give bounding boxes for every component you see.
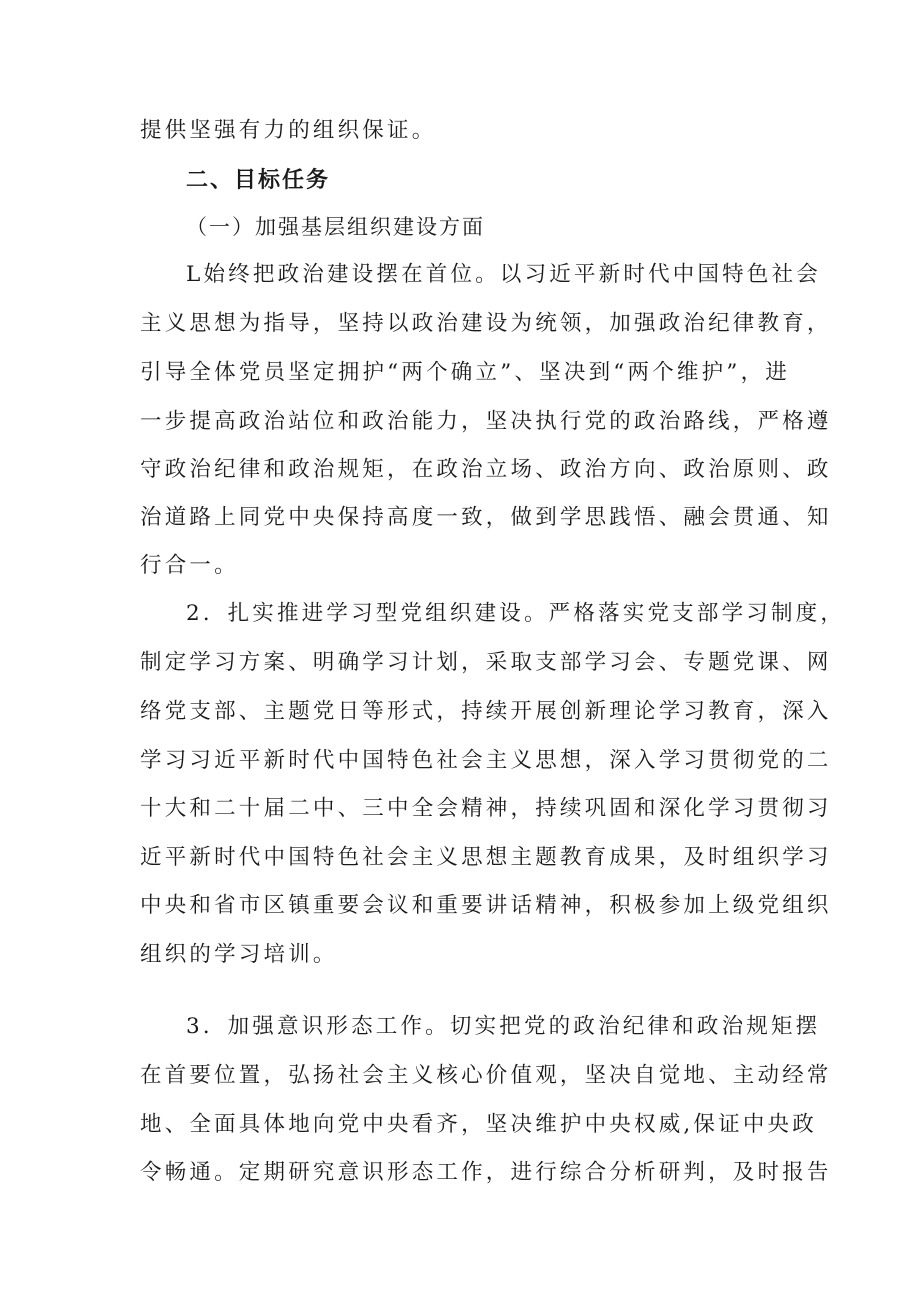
- paragraph-line: 在首要位置，弘扬社会主义核心价值观，坚决自觉地、主动经常: [140, 1063, 832, 1088]
- paragraph-line: 络党支部、主题党日等形式，持续开展创新理论学习教育，深入: [140, 699, 832, 724]
- paragraph-line: 行合一。: [140, 553, 239, 578]
- paragraph-line: 2．扎实推进学习型党组织建设。严格落实党支部学习制度，: [186, 601, 846, 626]
- paragraph-line: 引导全体党员坚定拥护“两个确立”、坚决到“两个维护”，进: [140, 360, 790, 385]
- paragraph-line: 令畅通。定期研究意识形态工作，进行综合分析研判，及时报告: [140, 1160, 832, 1185]
- paragraph-line: 学习习近平新时代中国特色社会主义思想，深入学习贯彻党的二: [140, 748, 832, 773]
- paragraph-line: 治道路上同党中央保持高度一致，做到学思践悟、融会贯通、知: [140, 505, 832, 530]
- paragraph-line: 3．加强意识形态工作。切实把党的政治纪律和政治规矩摆: [186, 1014, 821, 1039]
- paragraph-line: 十大和二十届二中、三中全会精神，持续巩固和深化学习贯彻习: [140, 796, 832, 821]
- paragraph-line: 近平新时代中国特色社会主义思想主题教育成果，及时组织学习: [140, 845, 832, 870]
- paragraph-line: 一步提高政治站位和政治能力，坚决执行党的政治路线，严格遵: [140, 409, 832, 434]
- paragraph-line: L始终把政治建设摆在首位。以习近平新时代中国特色社会: [186, 262, 821, 287]
- paragraph-line: 守政治纪律和政治规矩，在政治立场、政治方向、政治原则、政: [140, 457, 832, 482]
- paragraph-line: 主义思想为指导，坚持以政治建设为统领，加强政治纪律教育，: [140, 311, 832, 336]
- paragraph-line: 组织的学习培训。: [140, 942, 338, 967]
- subsection-heading: （一）加强基层组织建设方面: [186, 215, 485, 239]
- paragraph-line: 提供坚强有力的组织保证。: [140, 118, 437, 143]
- paragraph-line: 制定学习方案、明确学习计划，采取支部学习会、专题党课、网: [140, 650, 832, 675]
- paragraph-line: 中央和省市区镇重要会议和重要讲话精神，积极参加上级党组织: [140, 893, 832, 918]
- paragraph-line: 地、全面具体地向党中央看齐，坚决维护中央权威,保证中央政: [140, 1112, 817, 1137]
- section-heading: 二、目标任务: [186, 168, 331, 193]
